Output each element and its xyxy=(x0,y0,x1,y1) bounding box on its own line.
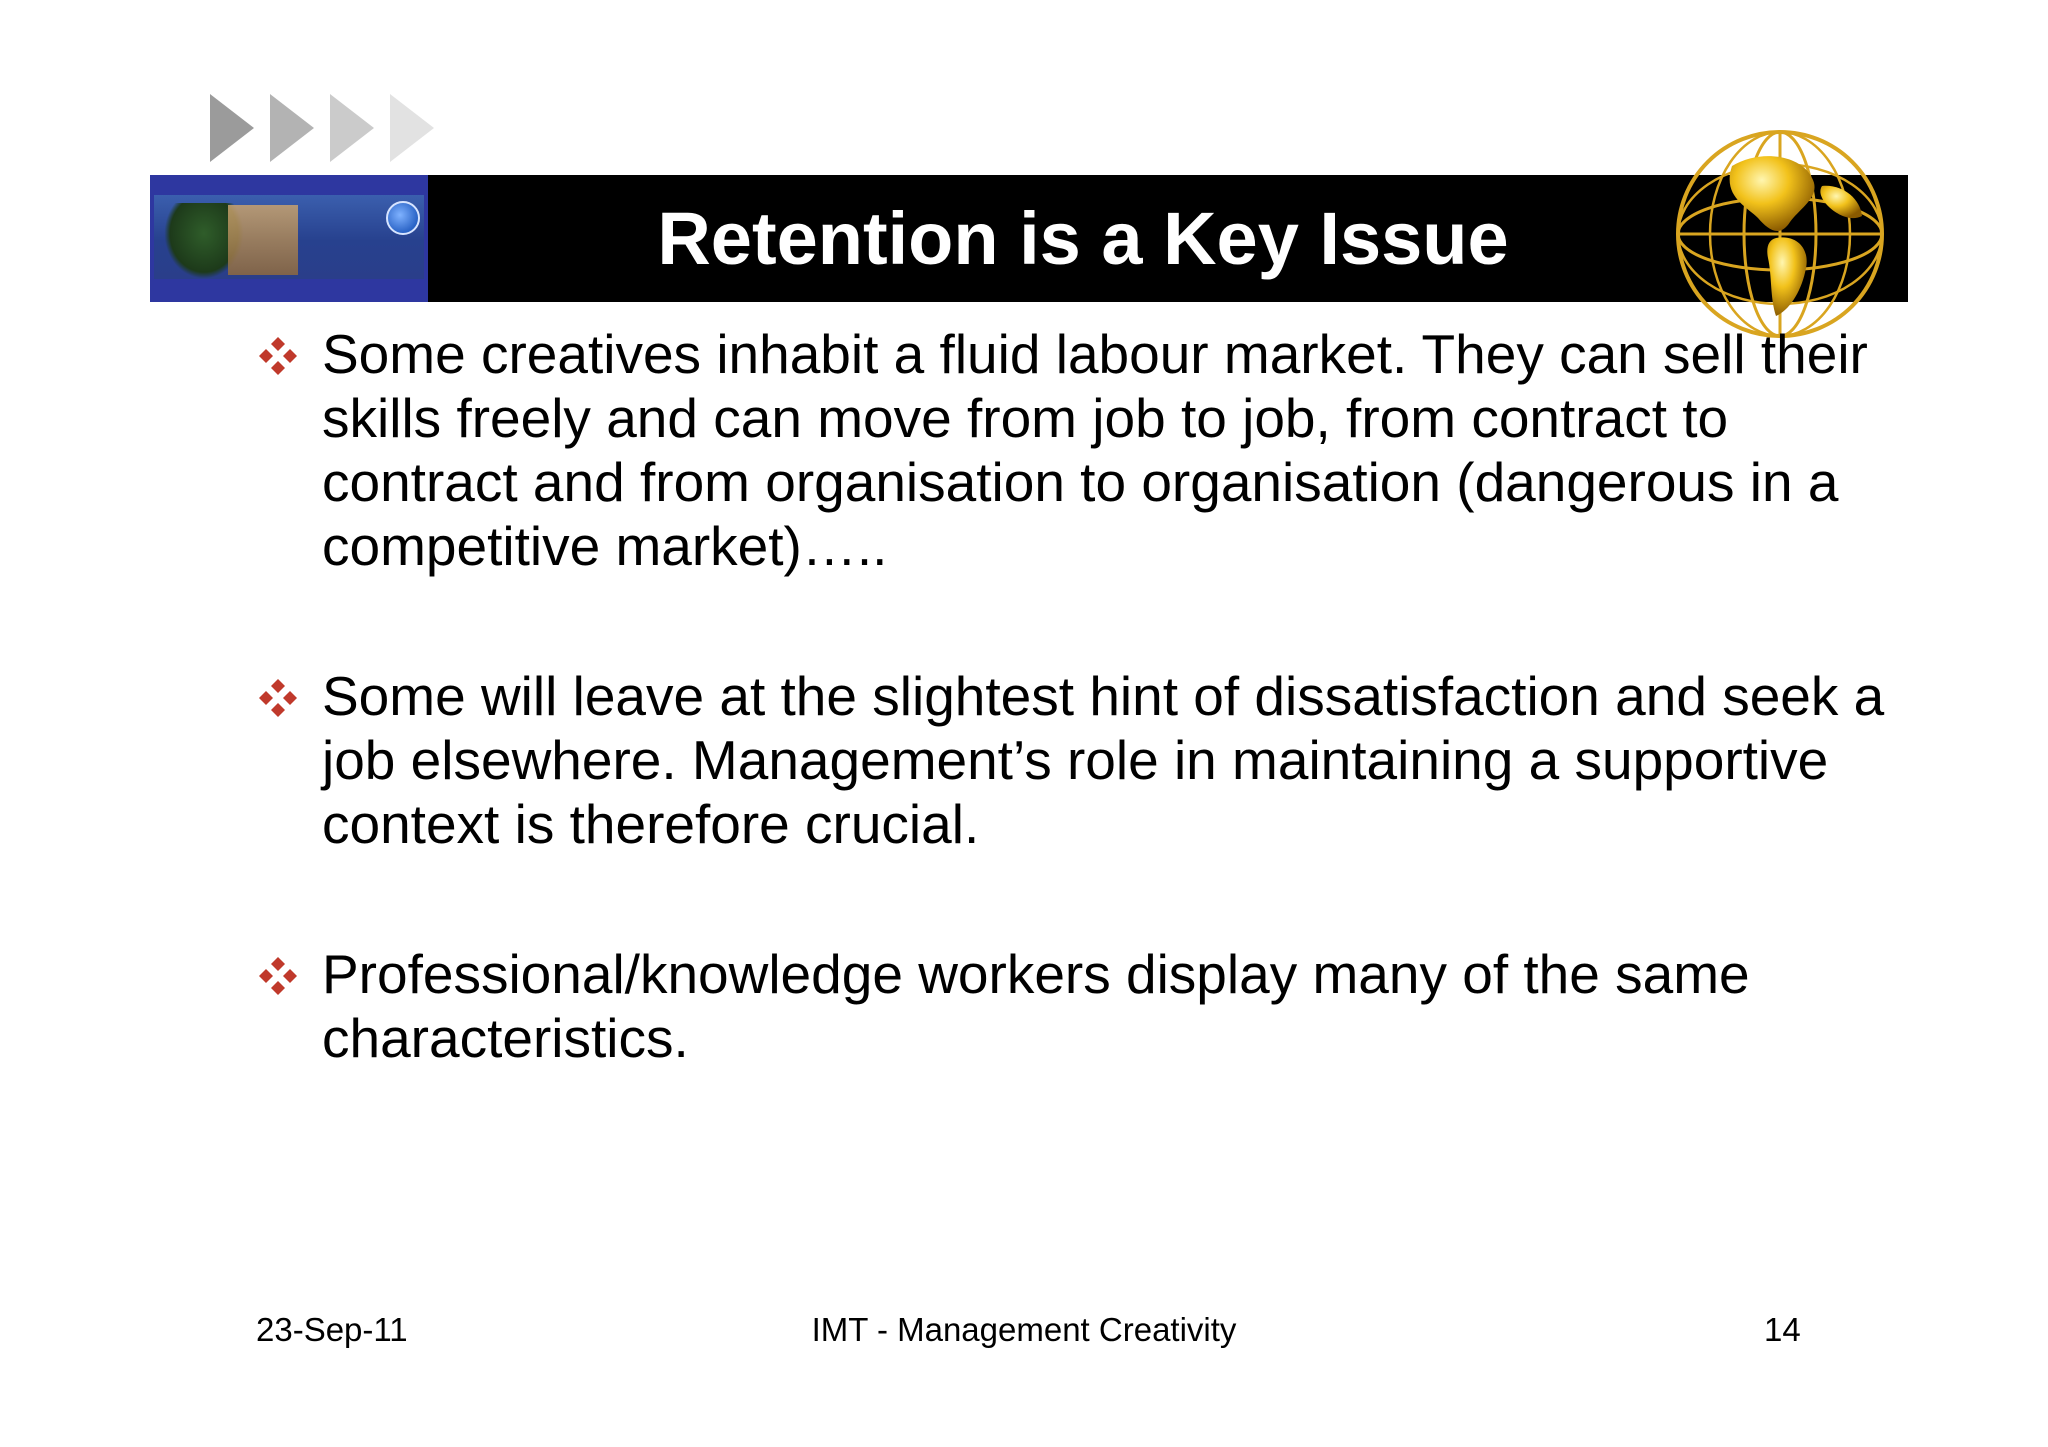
four-diamond-bullet-icon xyxy=(258,956,298,996)
institute-logo xyxy=(150,175,428,302)
four-diamond-bullet-icon xyxy=(258,336,298,376)
four-diamond-bullet-icon xyxy=(258,678,298,718)
list-item xyxy=(256,322,1896,578)
bullet-text: Some creatives inhabit a fluid labour market. They can sell their skills freely and can move from job to job, from contract to contract and from organisation to organisation (dangerous in a competitive market)….. xyxy=(322,323,1868,577)
bullet-text: Professional/knowledge workers display many of the same characteristics. xyxy=(322,943,1750,1069)
footer-title: IMT - Management Creativity xyxy=(811,1311,1237,1348)
footer-date: 23-Sep-11 xyxy=(256,1311,408,1348)
slide-title: Retention is a Key Issue xyxy=(657,197,1509,280)
globe-icon xyxy=(1672,126,1888,342)
list-item xyxy=(256,664,1896,856)
emblem-icon xyxy=(386,201,420,235)
list-item xyxy=(256,942,1896,1070)
bullet-list xyxy=(256,322,1896,1070)
decorative-arrows-icon xyxy=(208,88,448,168)
bullet-text: Some will leave at the slightest hint of dissatisfaction and seek a job elsewhere. Management’s role in maintaining a supportive context is therefore crucial. xyxy=(322,665,1885,855)
building-image xyxy=(228,205,298,275)
page-number: 14 xyxy=(1764,1311,1801,1348)
